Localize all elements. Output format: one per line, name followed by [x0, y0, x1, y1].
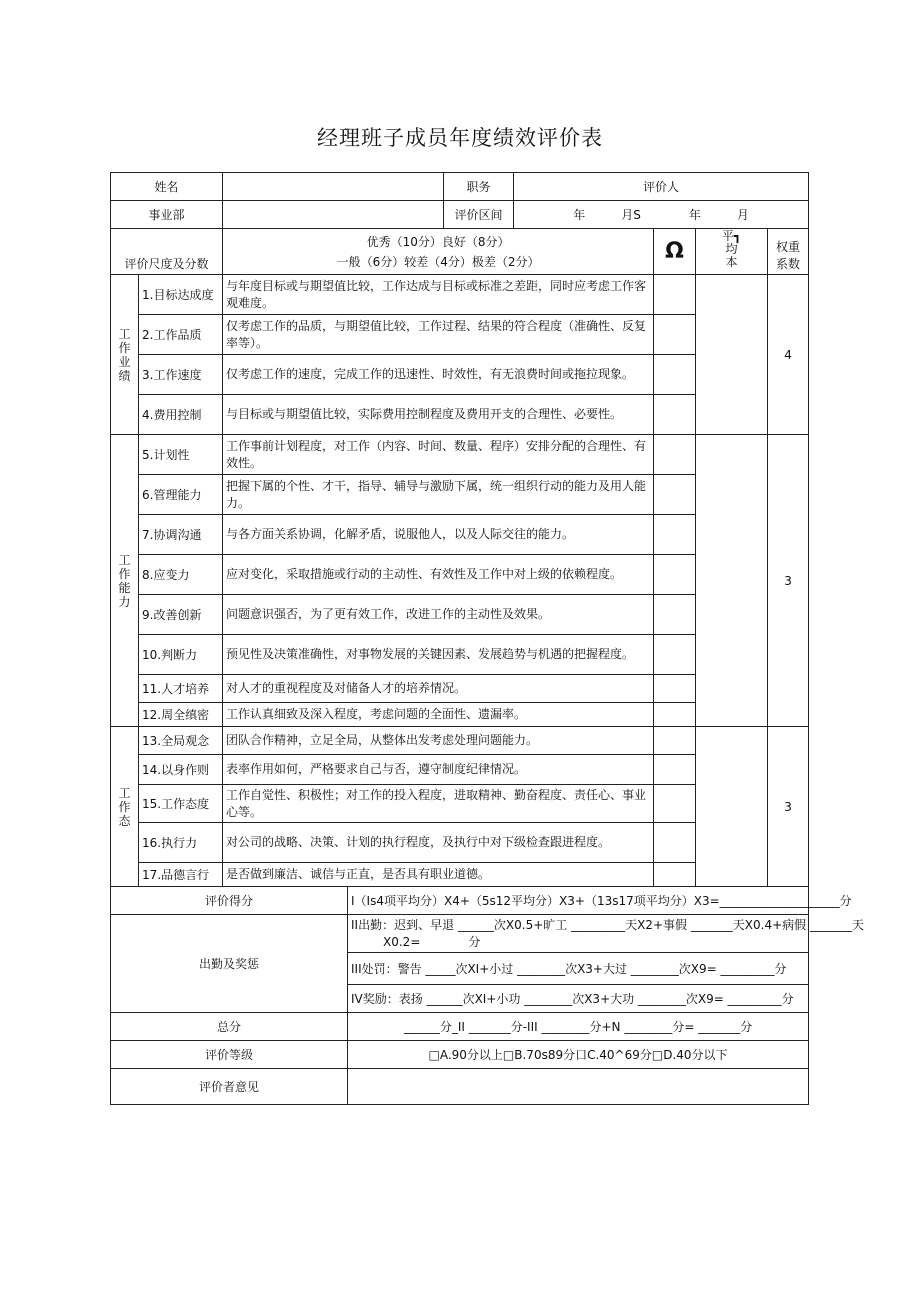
criteria-description: 对公司的战略、决策、计划的执行程度，及执行中对下级检查跟进程度。	[223, 823, 654, 863]
average-cell[interactable]	[696, 727, 768, 887]
position-label: 职务	[444, 173, 514, 201]
group-label	[111, 275, 139, 435]
criteria-label: 7.协调沟通	[139, 515, 223, 555]
score-cell[interactable]	[654, 755, 696, 785]
criteria-description: 预见性及决策准确性，对事物发展的关键因素、发展趋势与机遇的把握程度。	[223, 635, 654, 675]
attendance-line-2: X0.2= 分	[383, 935, 481, 949]
group-label	[111, 435, 139, 727]
criteria-description: 团队合作精神，立足全局，从整体出发考虑处理问题能力。	[223, 727, 654, 755]
criteria-label: 13.全局观念	[139, 727, 223, 755]
attendance-label: 出勤及奖惩	[111, 915, 348, 1013]
score-cell[interactable]	[654, 475, 696, 515]
score-cell[interactable]	[654, 355, 696, 395]
criteria-label: 10.判断力	[139, 635, 223, 675]
scale-line-1: 优秀（10分）良好（8分）	[366, 234, 510, 249]
period-value[interactable]: 年 月S 年 月	[514, 201, 809, 229]
criteria-label: 9.改善创新	[139, 595, 223, 635]
scale-line-2: 一般（6分）较差（4分）极差（2分）	[336, 254, 540, 269]
score-cell[interactable]	[654, 395, 696, 435]
scale-description	[223, 229, 654, 275]
criteria-label: 6.管理能力	[139, 475, 223, 515]
group-label-char: 态	[118, 813, 131, 828]
evaluator-label: 评价人	[514, 173, 809, 201]
criteria-label: 16.执行力	[139, 823, 223, 863]
score-cell[interactable]	[654, 727, 696, 755]
score-formula[interactable]: I（Is4项平均分）X4+（5s12平均分）X3+（13s17项平均分）X3=____________________分	[348, 887, 809, 915]
criteria-label: 14.以身作则	[139, 755, 223, 785]
criteria-description: 是否做到廉洁、诚信与正直，是否具有职业道德。	[223, 863, 654, 887]
group-label-char: 业	[118, 354, 131, 369]
criteria-label: 12.周全缜密	[139, 703, 223, 727]
average-cell[interactable]	[696, 275, 768, 435]
criteria-description: 表率作用如何，严格要求自己与否，遵守制度纪律情况。	[223, 755, 654, 785]
dept-label: 事业部	[111, 201, 223, 229]
average-cell[interactable]	[696, 435, 768, 727]
evaluation-table	[110, 172, 864, 1105]
average-label-2: 均	[725, 242, 738, 256]
score-cell[interactable]	[654, 435, 696, 475]
weight-value: 3	[768, 727, 809, 887]
attendance-line-1: II出勤：迟到、早退 ______次X0.5+旷工 _________天X2+事假 _______天X0.4+病假 _______天	[351, 918, 864, 932]
score-cell[interactable]	[654, 675, 696, 703]
criteria-description: 与各方面关系协调，化解矛盾，说服他人，以及人际交往的能力。	[223, 515, 654, 555]
score-cell[interactable]	[654, 595, 696, 635]
criteria-row	[111, 727, 809, 755]
score-cell[interactable]	[654, 515, 696, 555]
score-label: 评价得分	[111, 887, 348, 915]
grade-label: 评价等级	[111, 1041, 348, 1069]
group-label-char: 工	[118, 785, 131, 800]
average-label-1: 平┓	[721, 229, 742, 243]
average-label-3: 本	[725, 255, 738, 269]
criteria-label: 2.工作品质	[139, 315, 223, 355]
score-cell[interactable]	[654, 863, 696, 887]
weight-value: 4	[768, 275, 809, 435]
criteria-label: 1.目标达成度	[139, 275, 223, 315]
score-cell[interactable]	[654, 275, 696, 315]
score-cell[interactable]	[654, 635, 696, 675]
attendance-row[interactable]	[348, 915, 864, 953]
scale-label: 评价尺度及分数	[111, 229, 223, 275]
criteria-description: 工作自觉性、积极性；对工作的投入程度，进取精神、勤奋程度、责任心、事业心等。	[223, 785, 654, 823]
criteria-description: 仅考虑工作的品质，与期望值比较，工作过程、结果的符合程度（准确性、反复率等）。	[223, 315, 654, 355]
criteria-description: 工作认真细致及深入程度，考虑问题的全面性、遗漏率。	[223, 703, 654, 727]
criteria-description: 与年度目标或与期望值比较，工作达成与目标或标准之差距，同时应考虑工作客观难度。	[223, 275, 654, 315]
punishment-row[interactable]: III处罚：警告 _____次XI+小过 ________次X3+大过 ________次X9= _________分	[348, 953, 809, 985]
criteria-description: 仅考虑工作的速度，完成工作的迅速性、时效性，有无浪费时间或拖拉现象。	[223, 355, 654, 395]
group-label-char: 作	[118, 566, 131, 581]
reward-row[interactable]: IV奖励：表扬 ______次XI+小功 ________次X3+大功 ________次X9= _________分	[348, 985, 809, 1013]
criteria-label: 11.人才培养	[139, 675, 223, 703]
omega-glyph: Ω	[654, 229, 696, 275]
group-label	[111, 727, 139, 887]
criteria-label: 4.费用控制	[139, 395, 223, 435]
criteria-description: 工作事前计划程度，对工作（内容、时间、数量、程序）安排分配的合理性、有效性。	[223, 435, 654, 475]
criteria-row	[111, 435, 809, 475]
criteria-description: 把握下属的个性、才干，指导、辅导与激励下属，统一组织行动的能力及用人能力。	[223, 475, 654, 515]
criteria-row	[111, 275, 809, 315]
average-label	[696, 229, 768, 275]
period-label: 评价区间	[444, 201, 514, 229]
group-label-char: 绩	[118, 368, 131, 383]
group-label-char: 作	[118, 340, 131, 355]
total-label: 总分	[111, 1013, 348, 1041]
group-label-char: 力	[118, 594, 131, 609]
criteria-description: 问题意识强否，为了更有效工作，改进工作的主动性及效果。	[223, 595, 654, 635]
comment-field[interactable]	[348, 1069, 809, 1105]
score-cell[interactable]	[654, 555, 696, 595]
name-label: 姓名	[111, 173, 223, 201]
criteria-label: 17.品德言行	[139, 863, 223, 887]
name-field[interactable]	[223, 173, 444, 201]
dept-field[interactable]	[223, 201, 444, 229]
weight-value: 3	[768, 435, 809, 727]
criteria-description: 应对变化，采取措施或行动的主动性、有效性及工作中对上级的依赖程度。	[223, 555, 654, 595]
score-cell[interactable]	[654, 823, 696, 863]
score-cell[interactable]	[654, 703, 696, 727]
criteria-label: 8.应变力	[139, 555, 223, 595]
total-formula[interactable]: ______分_II _______分-III ________分+N ________分= _______分	[348, 1013, 809, 1041]
group-label-char: 作	[118, 799, 131, 814]
criteria-label: 3.工作速度	[139, 355, 223, 395]
criteria-groups	[111, 275, 809, 887]
criteria-label: 5.计划性	[139, 435, 223, 475]
score-cell[interactable]	[654, 315, 696, 355]
score-cell[interactable]	[654, 785, 696, 823]
comment-label: 评价者意见	[111, 1069, 348, 1105]
group-label-char: 工	[118, 552, 131, 567]
criteria-label: 15.工作态度	[139, 785, 223, 823]
group-label-char: 工	[118, 326, 131, 341]
grade-options[interactable]: □A.90分以上□B.70s89分口C.40^69分□D.40分以下	[348, 1041, 809, 1069]
criteria-description: 对人才的重视程度及对储备人才的培养情况。	[223, 675, 654, 703]
group-label-char: 能	[118, 580, 131, 595]
criteria-description: 与目标或与期望值比较，实际费用控制程度及费用开支的合理性、必要性。	[223, 395, 654, 435]
page-title: 经理班子成员年度绩效评价表	[317, 126, 603, 150]
weight-label: 权重系数	[768, 229, 809, 275]
